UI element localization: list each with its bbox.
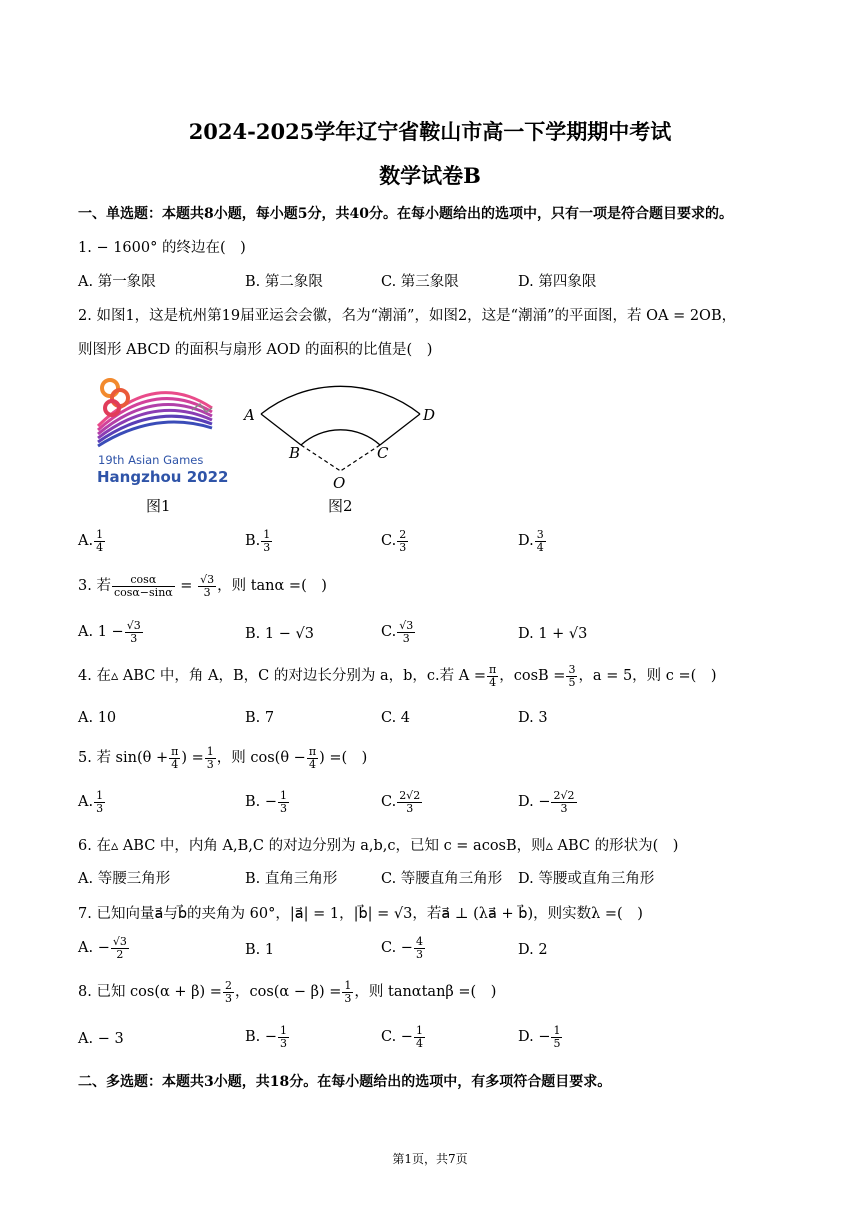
exam-subtitle: 数学试卷B xyxy=(379,163,481,188)
inner-arc-bc xyxy=(301,430,380,445)
question-1-option-a: A. 第一象限 xyxy=(78,274,156,290)
dashed-segment-ob xyxy=(301,445,341,471)
asian-games-emblem-icon xyxy=(80,368,230,450)
question-3-option-c: C. $\frac{√3}{3}$ xyxy=(381,619,414,645)
question-4-option-c: C. 4 xyxy=(381,710,411,726)
label-a: A xyxy=(244,406,255,424)
figure-1-caption: 图1 xyxy=(146,497,171,515)
question-6-option-a: A. 等腰三角形 xyxy=(78,871,171,887)
question-2-option-c: C. $\frac{2}{3}$ xyxy=(381,528,407,554)
question-6-stem: 6. 在▵ ABC 中，内角 A,B,C 的对边分别为 a,b,c，已知 c = acosB，则▵ ABC 的形状为( ) xyxy=(78,838,679,854)
question-5-option-d: D. − $\frac{2√2}{3}$ xyxy=(518,789,575,815)
segment-ab xyxy=(261,414,301,445)
outer-arc-ad xyxy=(261,386,420,414)
label-b: B xyxy=(289,444,301,462)
question-8-option-d: D. − $\frac{1}{5}$ xyxy=(518,1024,561,1050)
asian-games-logo xyxy=(80,368,230,488)
question-4-option-a: A. 10 xyxy=(78,710,117,726)
question-2-option-a: A. $\frac{1}{4}$ xyxy=(78,528,104,554)
question-8-option-b: B. − $\frac{1}{3}$ xyxy=(245,1024,288,1050)
section-heading-single-choice: 一、单选题：本题共8小题，每小题5分，共40分。在每小题给出的选项中，只有一项是符合题目要求的。 xyxy=(78,206,733,222)
question-3-option-d: D. 1 + √3 xyxy=(518,626,588,642)
question-4-option-d: D. 3 xyxy=(518,710,548,726)
question-7-option-c: C. − $\frac{4}{3}$ xyxy=(381,935,423,961)
question-4-stem: 4. 在▵ ABC 中，角 A，B，C 的对边长分别为 a，b，c.若 A = $\frac{\pi}{4}$ ，cosB = $\frac{3}{5}$ ，a = 5，则 c =( ) xyxy=(78,663,717,689)
question-5-stem: 5. 若 sin(θ + $\frac{\pi}{4}$ ) = $\frac{1}{3}$ ，则 cos(θ − $\frac{\pi}{4}$ ) =( ) xyxy=(78,745,368,771)
label-d: D xyxy=(423,406,436,424)
question-3-option-a: A. 1 − $\frac{√3}{3}$ xyxy=(78,619,141,645)
question-6-option-c: C. 等腰直角三角形 xyxy=(381,871,503,887)
question-7-stem: 7. 已知向量a⃗与b⃗的夹角为 60°，|a⃗| = 1，|b⃗| = √3，若a⃗ ⊥ (λa⃗ + b⃗)，则实数λ =( ) xyxy=(78,906,643,922)
question-8-option-c: C. − $\frac{1}{4}$ xyxy=(381,1024,423,1050)
exam-title: 2024-2025学年辽宁省鞍山市高一下学期期中考试 xyxy=(188,119,672,144)
label-o: O xyxy=(333,474,346,492)
question-2-line-2: 则图形 ABCD 的面积与扇形 AOD 的面积的比值是( ) xyxy=(78,342,433,358)
dashed-segment-oc xyxy=(341,445,381,471)
question-6-option-d: D. 等腰或直角三角形 xyxy=(518,871,655,887)
question-2-option-b: B. $\frac{1}{3}$ xyxy=(245,528,271,554)
question-7-option-d: D. 2 xyxy=(518,942,548,958)
annular-sector-diagram xyxy=(240,362,440,492)
question-7-option-b: B. 1 xyxy=(245,942,275,958)
question-2-line-1: 2. 如图1，这是杭州第19届亚运会会徽，名为“潮涌”，如图2，这是“潮涌”的平面图，若 OA = 2OB， xyxy=(78,308,737,324)
question-6-option-b: B. 直角三角形 xyxy=(245,871,338,887)
question-1-option-b: B. 第二象限 xyxy=(245,274,323,290)
question-5-option-a: A. $\frac{1}{3}$ xyxy=(78,789,104,815)
figure-2-caption: 图2 xyxy=(328,497,353,515)
question-8-option-a: A. − 3 xyxy=(78,1031,124,1047)
segment-dc xyxy=(380,414,420,445)
question-1-stem: 1. − 1600° 的终边在( ) xyxy=(78,240,246,256)
question-3-option-b: B. 1 − √3 xyxy=(245,626,314,642)
question-5-option-c: C. $\frac{2√2}{3}$ xyxy=(381,789,421,815)
question-1-option-d: D. 第四象限 xyxy=(518,274,597,290)
question-7-option-a: A. − $\frac{√3}{2}$ xyxy=(78,935,127,961)
question-8-stem: 8. 已知 cos(α + β) = $\frac{2}{3}$ ，cos(α − β) = $\frac{1}{3}$ ，则 tanαtanβ =( ) xyxy=(78,979,497,1005)
section-heading-multiple-choice: 二、多选题：本题共3小题，共18分。在每小题给出的选项中，有多项符合题目要求。 xyxy=(78,1074,612,1090)
question-4-option-b: B. 7 xyxy=(245,710,275,726)
logo-text-line-2: Hangzhou 2022 xyxy=(97,468,229,486)
question-3-stem: 3. 若 $\frac{\cos\alpha}{\cos\alpha-\sin\alpha}$ = $\frac{√3}{3}$ ，则 tanα =( ) xyxy=(78,573,327,599)
page-footer: 第1页，共7页 xyxy=(392,1152,468,1166)
question-2-option-d: D. $\frac{3}{4}$ xyxy=(518,528,544,554)
question-1-option-c: C. 第三象限 xyxy=(381,274,459,290)
question-5-option-b: B. − $\frac{1}{3}$ xyxy=(245,789,288,815)
label-c: C xyxy=(377,444,389,462)
logo-text-line-1: 19th Asian Games xyxy=(98,453,204,467)
